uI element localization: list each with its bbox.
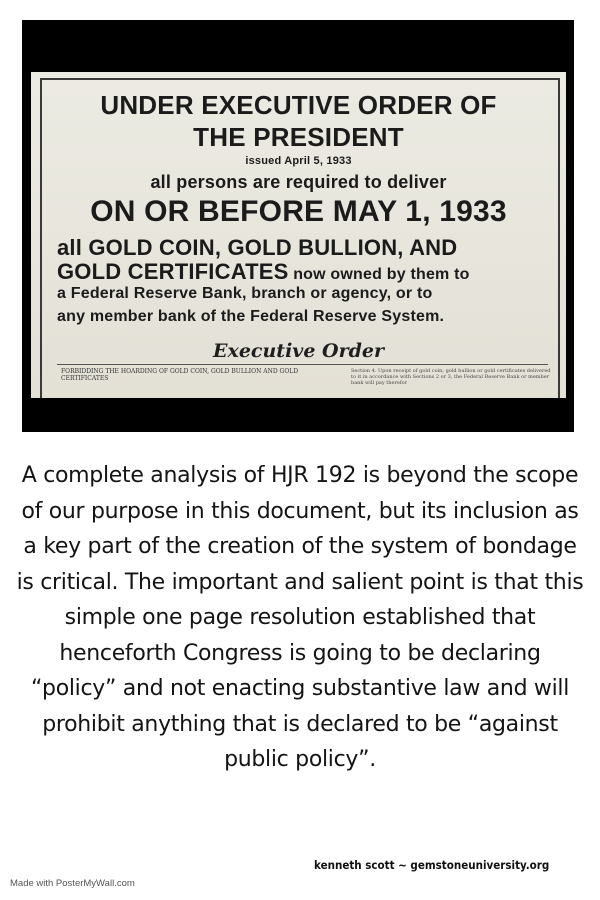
poster-gold-certificates: [57, 259, 566, 285]
executive-order-poster: [31, 72, 566, 398]
author-credit: kenneth scott ~ gemstoneuniversity.org: [314, 858, 550, 872]
poster-federal-reserve-line: a Federal Reserve Bank, branch or agency, or to: [57, 285, 433, 302]
body-paragraph: A complete analysis of HJR 192 is beyond the scope of our purpose in this document, but its inclusion as a key part of the creation of the system of bondage is critical. The important and salient point is that this simple one page resolution established that henceforth Congress is going to be declaring “policy” and not enacting substantive law and will prohibit anything that is declared to be “against public policy”.: [16, 463, 584, 772]
poster-member-bank-line: any member bank of the Federal Reserve System.: [57, 308, 445, 325]
poster-requirement: all persons are required to deliver: [150, 172, 447, 192]
poster-divider: [57, 364, 548, 365]
poster-order-heading: Executive Order: [213, 340, 384, 362]
poster-photo: [22, 20, 574, 432]
poster-fine-print-right: Section 4. Upon receipt of gold coin, gold bullion or gold certificates delivered to it in accordance with Sections 2 or 3, the Federal Reserve Bank or member bank will pay therefor: [351, 368, 551, 386]
poster-gold-certificates-main: GOLD CERTIFICATES: [57, 259, 289, 284]
poster-deadline: ON OR BEFORE MAY 1, 1933: [90, 195, 507, 228]
poster-headline-2: THE PRESIDENT: [193, 122, 404, 152]
poster-gold-items: all GOLD COIN, GOLD BULLION, AND: [57, 235, 458, 260]
poster-issued-date: issued April 5, 1933: [245, 155, 352, 167]
postermywall-watermark: Made with PosterMyWall.com: [10, 878, 135, 889]
poster-headline-1: UNDER EXECUTIVE ORDER OF: [100, 90, 497, 120]
poster-fine-print-left: FORBIDDING THE HOARDING OF GOLD COIN, GOLD BULLION AND GOLD CERTIFICATES: [61, 368, 299, 382]
poster-gold-certificates-tail: now owned by them to: [288, 266, 470, 283]
